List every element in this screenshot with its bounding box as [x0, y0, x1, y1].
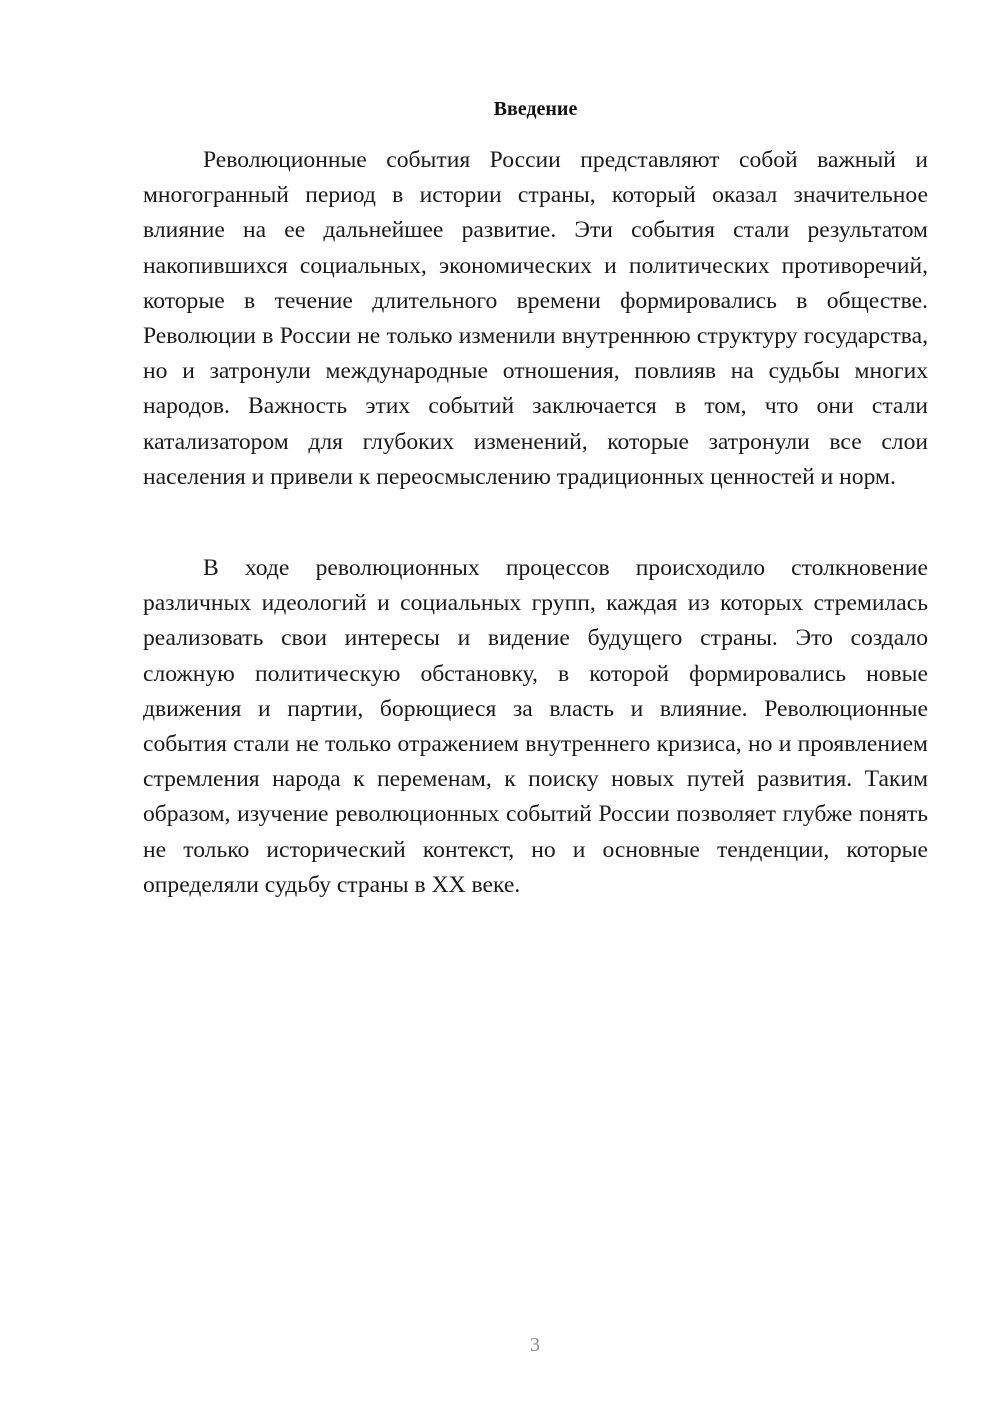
paragraph-1: Революционные события России представляют собой важный и многогранный период в истории страны, который оказал значительное влияние на ее дальнейшее развитие. Эти события стали результатом накопившихся социальных, экономических и политических противоречий, которые в течение длительного времени формировались в обществе. Революции в России не только изменили внутреннюю структуру государства, но и затронули международные отношения, повлияв на судьбы многих народов. Важность этих событий заключается в том, что они стали катализатором для глубоких изменений, которые затронули все слои населения и привели к переосмыслению традиционных ценностей и норм.: [143, 147, 928, 490]
paragraph-2: В ходе революционных процессов происходило столкновение различных идеологий и социальных групп, каждая из которых стремилась реализовать свои интересы и видение будущего страны. Это создало сложную политическую обстановку, в которой формировались новые движения и партии, борющиеся за власть и влияние. Революционные события стали не только отражением внутреннего кризиса, но и проявлением стремления народа к переменам, к поиску новых путей развития. Таким образом, изучение революционных событий России позволяет глубже понять не только исторический контекст, но и основные тенденции, которые определяли судьбу страны в XX веке.: [143, 555, 928, 898]
section-heading: Введение: [493, 98, 578, 120]
page-number: 3: [530, 1334, 540, 1356]
